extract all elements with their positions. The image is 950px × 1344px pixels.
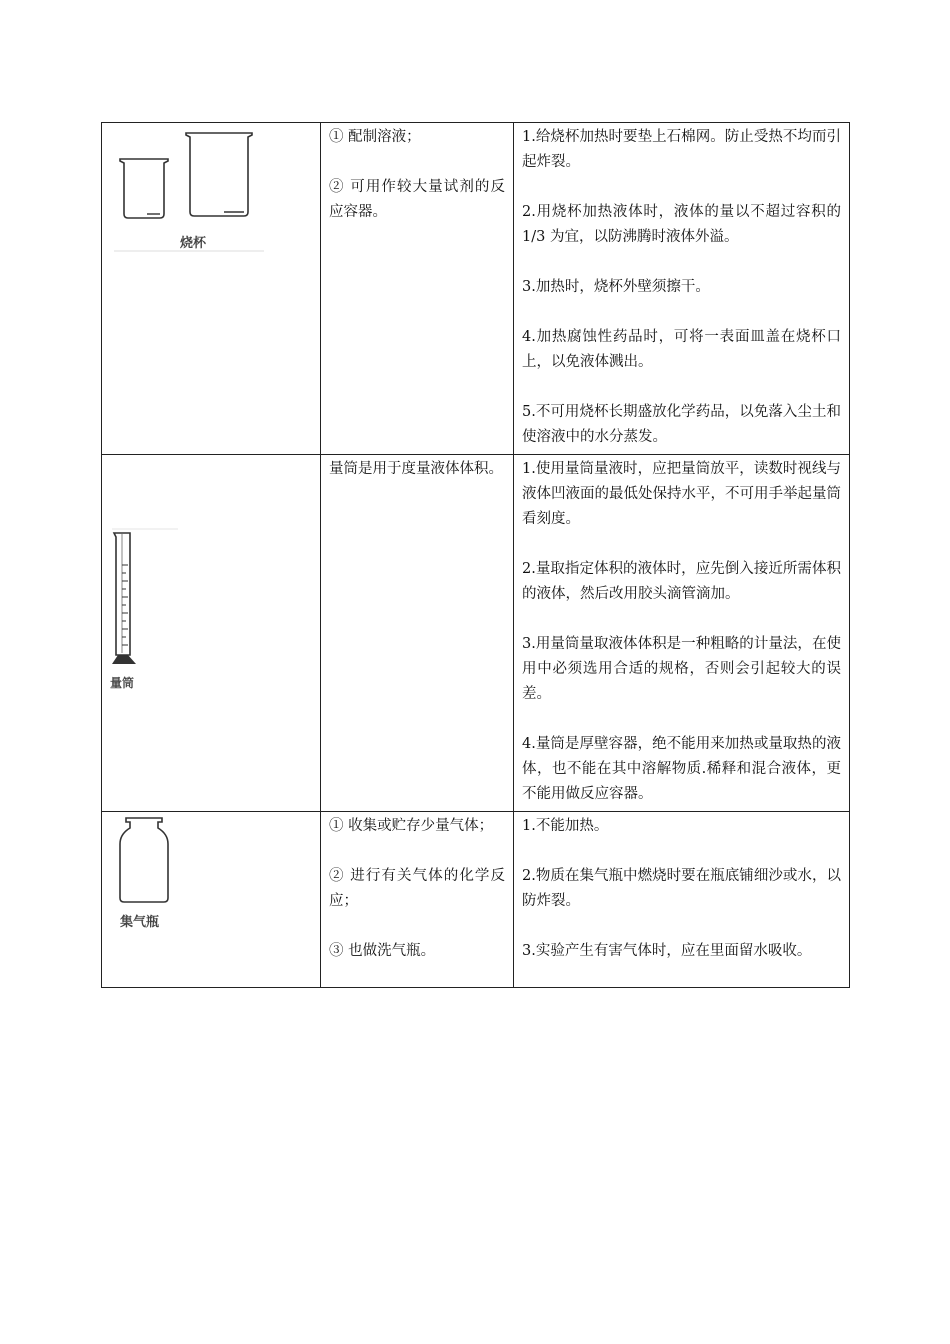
note-item: 2.用烧杯加热液体时，液体的量以不超过容积的 1/3 为宜，以防沸腾时液体外溢。 bbox=[522, 204, 841, 245]
note-item: 5.不可用烧杯长期盛放化学药品，以免落入尘土和使溶液中的水分蒸发。 bbox=[522, 404, 841, 445]
table-row bbox=[102, 455, 850, 812]
gas-bottle-illustration bbox=[112, 814, 202, 944]
note-item: 1.不能加热。 bbox=[522, 818, 609, 834]
note-item: 4.量筒是厚壁容器，绝不能用来加热或量取热的液体，也不能在其中溶解物质.稀释和混合液体，更不能用做反应容器。 bbox=[522, 736, 841, 802]
beaker-illustration bbox=[114, 127, 274, 257]
note-item: 3.加热时，烧杯外壁须擦干。 bbox=[522, 279, 710, 295]
note-item: 4.加热腐蚀性药品时，可将一表面皿盖在烧杯口上，以免液体溅出。 bbox=[522, 329, 841, 370]
notes-cell bbox=[514, 812, 850, 988]
apparatus-image-cell bbox=[102, 455, 321, 812]
table-row bbox=[102, 123, 850, 455]
note-item: 3.实验产生有害气体时，应在里面留水吸收。 bbox=[522, 943, 812, 959]
apparatus-image-cell bbox=[102, 123, 321, 455]
note-item: 3.用量筒量取液体体积是一种粗略的计量法，在使用中必须选用合适的规格，否则会引起较大的误差。 bbox=[522, 636, 841, 702]
use-item: 量筒是用于度量液体体积。 bbox=[329, 461, 503, 477]
note-item: 2.量取指定体积的液体时，应先倒入接近所需体积的液体，然后改用胶头滴管滴加。 bbox=[522, 561, 841, 602]
graduated-cylinder-illustration bbox=[108, 527, 198, 697]
note-item: 1.给烧杯加热时要垫上石棉网。防止受热不均而引起炸裂。 bbox=[522, 129, 841, 170]
note-item: 2.物质在集气瓶中燃烧时要在瓶底铺细沙或水，以防炸裂。 bbox=[522, 868, 841, 909]
uses-cell bbox=[321, 455, 514, 812]
uses-cell bbox=[321, 812, 514, 988]
apparatus-name: 烧杯 bbox=[180, 236, 207, 251]
uses-cell bbox=[321, 123, 514, 455]
use-item: ③ 也做洗气瓶。 bbox=[329, 943, 436, 959]
use-item: ① 配制溶液； bbox=[329, 129, 421, 145]
use-item: ② 进行有关气体的化学反应； bbox=[329, 868, 505, 909]
use-item: ② 可用作较大量试剂的反应容器。 bbox=[329, 179, 505, 220]
apparatus-name: 量筒 bbox=[110, 676, 135, 690]
note-item: 1.使用量筒量液时，应把量筒放平，读数时视线与液体凹液面的最低处保持水平，不可用手举起量筒看刻度。 bbox=[522, 461, 841, 527]
apparatus-name: 集气瓶 bbox=[120, 915, 160, 930]
notes-cell bbox=[514, 123, 850, 455]
apparatus-table bbox=[101, 122, 850, 988]
apparatus-image-cell bbox=[102, 812, 321, 988]
notes-cell bbox=[514, 455, 850, 812]
table-row bbox=[102, 812, 850, 988]
use-item: ① 收集或贮存少量气体； bbox=[329, 818, 494, 834]
